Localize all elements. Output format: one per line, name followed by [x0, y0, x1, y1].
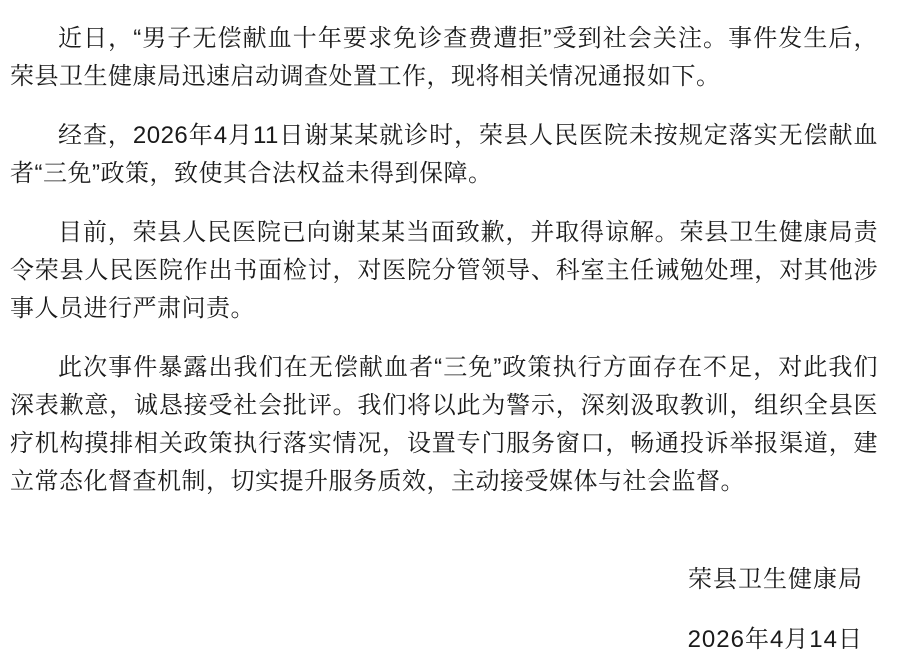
- notice-paragraph-actions: 目前，荣县人民医院已向谢某某当面致歉，并取得谅解。荣县卫生健康局责令荣县人民医院作出书面检讨，对医院分管领导、科室主任诫勉处理，对其他涉事人员进行严肃问责。: [10, 219, 878, 322]
- signature-block: [10, 561, 878, 659]
- signature-agency: 荣县卫生健康局: [688, 566, 863, 593]
- notice-paragraph-findings: 经查，2026年4月11日谢某某就诊时，荣县人民医院未按规定落实无偿献血者“三免”政策，致使其合法权益未得到保障。: [10, 122, 878, 187]
- notice-paragraph-intro: 近日，“男子无偿献血十年要求免诊查费遭拒”受到社会关注。事件发生后，荣县卫生健康局迅速启动调查处置工作，现将相关情况通报如下。: [10, 25, 878, 90]
- signature-date: 2026年4月14日: [687, 626, 863, 653]
- notice-paragraph-apology: 此次事件暴露出我们在无偿献血者“三免”政策执行方面存在不足，对此我们深表歉意，诚恳接受社会批评。我们将以此为警示，深刻汲取教训，组织全县医疗机构摸排相关政策执行落实情况，设置专门服务窗口，畅通投诉举报渠道，建立常态化督查机制，切实提升服务质效，主动接受媒体与社会监督。: [10, 354, 878, 495]
